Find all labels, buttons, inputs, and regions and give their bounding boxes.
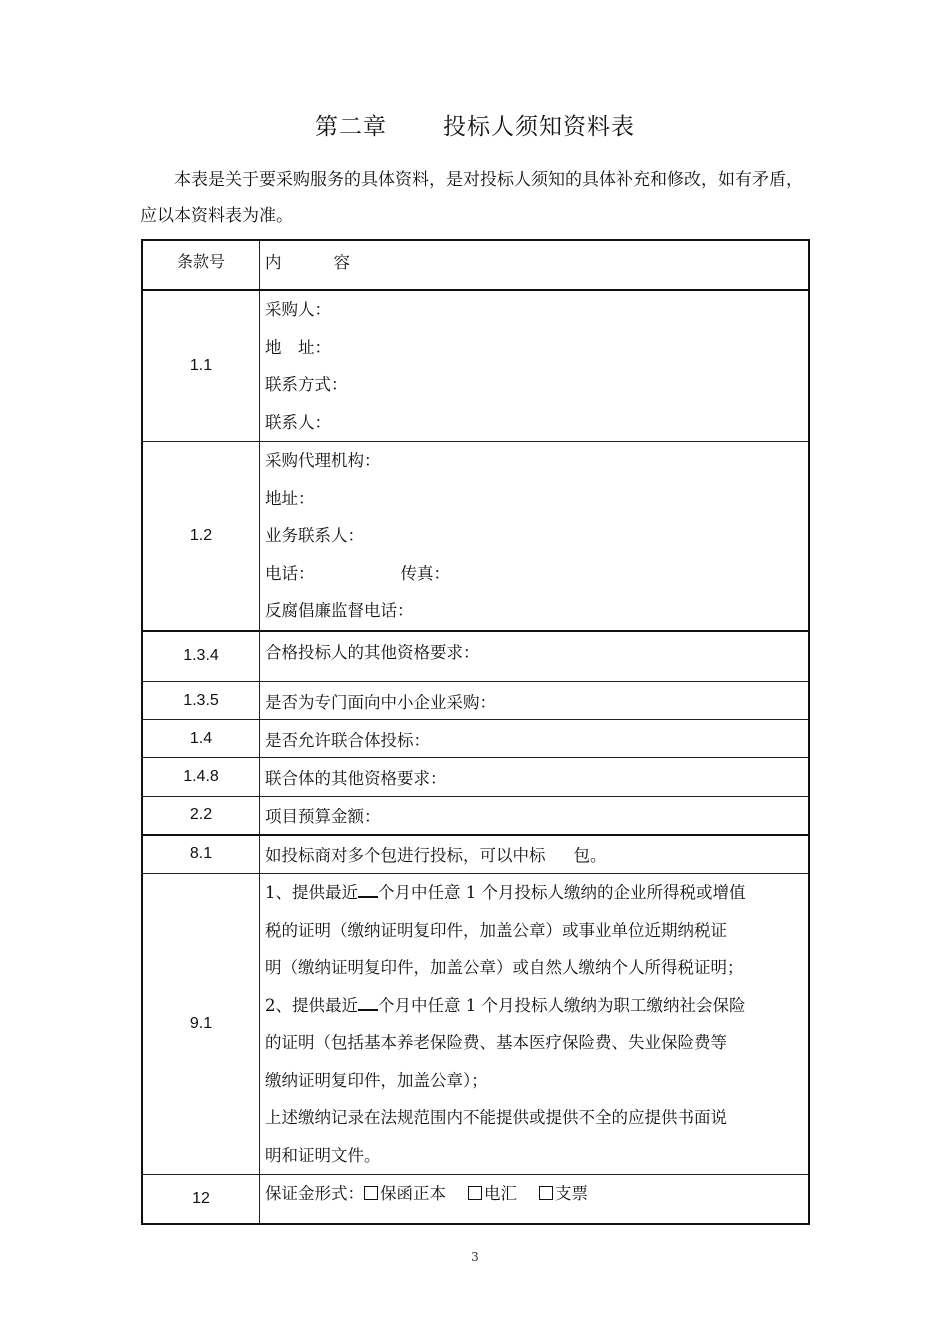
- clause-content: [260, 682, 810, 720]
- content-line: [265, 555, 808, 593]
- content-text: 1、提供最近: [265, 883, 358, 902]
- checkbox-icon[interactable]: [364, 1186, 378, 1200]
- header-content-char2: 容: [333, 253, 350, 272]
- clause-content: [260, 758, 810, 797]
- table-row: [142, 442, 809, 631]
- clause-number: 1.4: [142, 720, 260, 758]
- content-line: 联合体的其他资格要求：: [265, 769, 447, 788]
- checkbox-icon[interactable]: [539, 1186, 553, 1200]
- clause-number: 1.1: [142, 290, 260, 442]
- clause-number: 9.1: [142, 874, 260, 1175]
- blank-underline: [358, 882, 378, 898]
- intro-paragraph: 本表是关于要采购服务的具体资料，是对投标人须知的具体补充和修改，如有矛盾，应以本资料表为准。: [140, 170, 803, 226]
- chapter-name: 投标人须知资料表: [443, 114, 635, 140]
- content-text: 个月中任意 1 个月投标人缴纳为职工缴纳社会保险: [378, 995, 746, 1015]
- table-row: [142, 874, 809, 1175]
- content-line: [265, 987, 808, 1025]
- clause-number: 1.3.4: [142, 631, 260, 682]
- table-row: [142, 631, 809, 682]
- content-text: 保证金形式：: [265, 1184, 364, 1203]
- content-line: 地址：: [265, 488, 315, 508]
- content-text: 缴纳证明复印件，加盖公章）: [265, 1070, 472, 1090]
- clause-number: 1.3.5: [142, 682, 260, 720]
- content-line: 采购代理机构：: [265, 451, 381, 470]
- clause-content: [260, 835, 810, 874]
- table-row: [142, 720, 809, 758]
- content-line: [265, 874, 808, 912]
- content-line: 是否为专门面向中小企业采购：: [265, 692, 496, 712]
- phone-label: 电话：: [265, 563, 315, 583]
- content-line: 业务联系人：: [265, 526, 364, 545]
- content-line: 包。: [573, 846, 607, 866]
- content-line: 如投标商对多个包进行投标，可以中标: [265, 846, 546, 866]
- content-line: 是否允许联合体投标：: [265, 730, 430, 750]
- table-row: [142, 797, 809, 835]
- clause-content: [260, 290, 810, 442]
- clause-content: [260, 442, 810, 631]
- option-label: 支票: [555, 1184, 588, 1203]
- table-row: [142, 682, 809, 720]
- table-row: [142, 290, 809, 442]
- content-line: 项目预算金额：: [265, 807, 381, 827]
- content-line: 联系人：: [265, 412, 331, 432]
- content-line: 联系方式：: [265, 375, 348, 394]
- clause-number: 12: [142, 1175, 260, 1224]
- clause-number: 1.2: [142, 442, 260, 631]
- content-line: 反腐倡廉监督电话：: [265, 601, 414, 620]
- clause-number: 1.4.8: [142, 758, 260, 797]
- content-line: 采购人：: [265, 300, 331, 319]
- content-line: 的证明（包括基本养老保险费、基本医疗保险费、失业保险费等: [265, 1033, 727, 1052]
- content-line: 合格投标人的其他资格要求：: [265, 642, 480, 662]
- content-line: 上述缴纳记录在法规范围内不能提供或提供不全的应提供书面说: [265, 1108, 727, 1127]
- table-header-row: [142, 240, 809, 290]
- option-label: 电汇: [484, 1184, 517, 1203]
- table-row: [142, 835, 809, 874]
- header-content-char1: 内: [265, 253, 282, 272]
- clause-content: [260, 874, 810, 1175]
- page-title: [0, 108, 950, 141]
- clause-content: [260, 631, 810, 682]
- content-line: 税的证明（缴纳证明复印件，加盖公章）或事业单位近期纳税证: [265, 920, 727, 940]
- clause-content: [260, 797, 810, 835]
- content-text: ；: [471, 1070, 488, 1090]
- clause-number: 8.1: [142, 835, 260, 874]
- content-line: [265, 1062, 808, 1100]
- header-content: [260, 240, 810, 290]
- table-row: [142, 1175, 809, 1224]
- content-text: 个月中任意 1 个月投标人缴纳的企业所得税或增值: [378, 883, 746, 902]
- page-number: 3: [471, 1250, 479, 1264]
- info-table: [141, 239, 810, 1225]
- content-line: 明和证明文件。: [265, 1145, 381, 1165]
- clause-content: [260, 720, 810, 758]
- option-label: 保函正本: [380, 1184, 446, 1203]
- clause-content: [260, 1175, 810, 1224]
- content-text: 2、提供最近: [265, 995, 358, 1015]
- blank-underline: [358, 995, 378, 1011]
- table-row: [142, 758, 809, 797]
- fax-label: 传真：: [400, 563, 450, 583]
- clause-number: 2.2: [142, 797, 260, 835]
- chapter-label: 第二章: [315, 114, 387, 140]
- checkbox-icon[interactable]: [468, 1186, 482, 1200]
- header-clause-number: 条款号: [142, 240, 260, 290]
- content-line: 地 址：: [265, 337, 331, 357]
- content-line: 明（缴纳证明复印件，加盖公章）或自然人缴纳个人所得税证明；: [265, 958, 744, 977]
